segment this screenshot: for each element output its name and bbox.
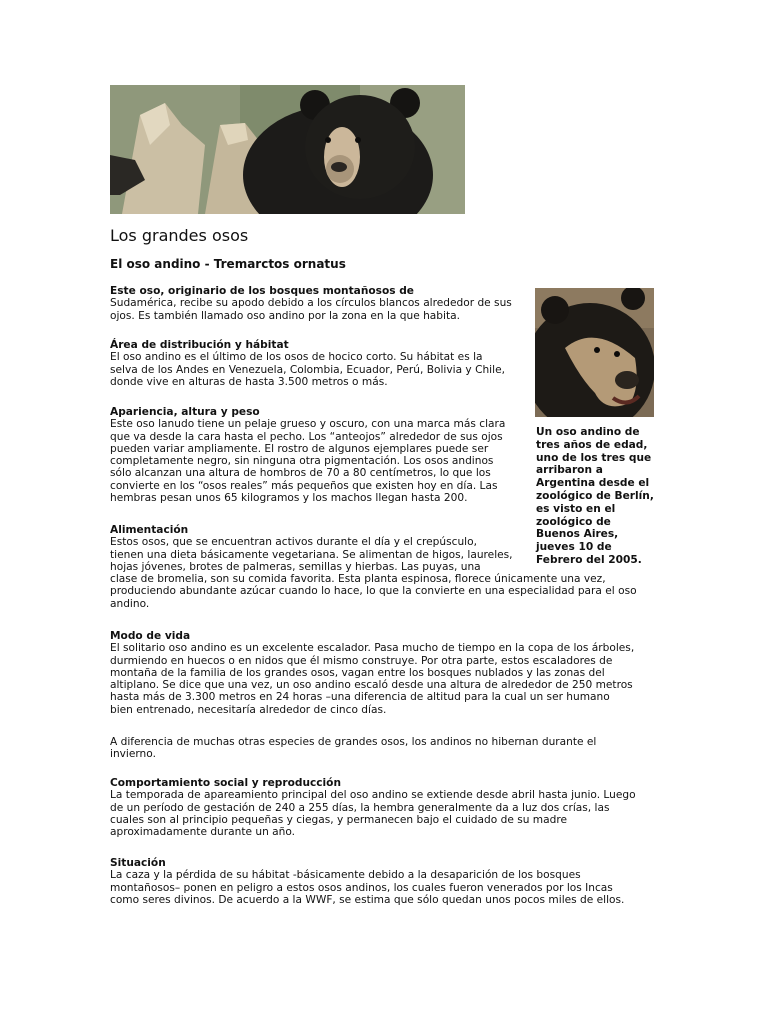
text-line: selva de los Andes en Venezuela, Colombia, Ecuador, Perú, Bolivia y Chile, xyxy=(110,363,505,376)
text-line: Este oso lanudo tiene un pelaje grueso y oscuro, con una marca más clara xyxy=(110,418,506,431)
bear-with-logs-illustration xyxy=(110,85,465,214)
text-line: La temporada de apareamiento principal del oso andino se extiende desde abril hasta junio. Luego xyxy=(110,789,636,802)
section-hibernation xyxy=(110,736,670,761)
page-subtitle: El oso andino - Tremarctos ornatus xyxy=(110,257,346,271)
text-line: sólo alcanzan una altura de hombros de 70 a 80 centímetros, lo que los xyxy=(110,467,491,480)
section-reproduction xyxy=(110,777,670,838)
section-lifestyle xyxy=(110,630,670,716)
section-feeding xyxy=(110,524,670,610)
text-line: pueden variar ampliamente. El rostro de algunos ejemplares puede ser xyxy=(110,442,489,455)
photo-caption: Un oso andino de tres años de edad, uno de los tres que arribaron a Argentina desde el zoológico de Berlín, es visto en el zoológico de Buenos Aires, jueves 10 de Febrero del 2005. xyxy=(536,426,654,566)
side-photo xyxy=(535,288,654,417)
text-line: de un período de gestación de 240 a 255 días, la hembra generalmente da a luz dos crías, las xyxy=(110,801,610,814)
text-line: tienen una dieta básicamente vegetariana. Se alimentan de higos, laureles, xyxy=(110,548,513,561)
section-habitat xyxy=(110,339,530,388)
text-line: aproximadamente durante un año. xyxy=(110,826,296,839)
text-line: bien entrenado, necesitaría alrededor de cinco días. xyxy=(110,703,387,716)
section-situation xyxy=(110,857,670,906)
text-line: andino. xyxy=(110,597,150,610)
text-line: durmiendo en huecos o en nidos que él mismo construye. Por otra parte, estos escaladores de xyxy=(110,654,613,667)
text-line: altiplano. Se dice que una vez, un oso andino escaló desde una altura de alrededor de 250 metros xyxy=(110,679,633,692)
text-line: hojas jóvenes, brotes de palmeras, semillas y hierbas. Las puyas, una xyxy=(110,560,481,573)
text-line: A diferencia de muchas otras especies de grandes osos, los andinos no hibernan durante el xyxy=(110,736,597,748)
text-line: Sudamérica, recibe su apodo debido a los círculos blancos alrededor de sus xyxy=(110,297,512,310)
text-line: Estos osos, que se encuentran activos durante el día y el crepúsculo, xyxy=(110,536,477,549)
section-heading: Apariencia, altura y peso xyxy=(110,406,260,418)
text-line: que va desde la cara hasta el pecho. Los “anteojos” alrededor de sus ojos xyxy=(110,430,503,443)
section-intro xyxy=(110,285,530,322)
section-heading: Modo de vida xyxy=(110,630,191,642)
text-line: clase de bromelia, son su comida favorita. Esta planta espinosa, florece únicamente una vez, xyxy=(110,573,606,586)
section-heading: Comportamiento social y reproducción xyxy=(110,777,342,789)
header-photo xyxy=(110,85,465,214)
text-line: El oso andino es el último de los osos de hocico corto. Su hábitat es la xyxy=(110,351,483,364)
page-title: Los grandes osos xyxy=(110,226,249,245)
text-line: montañosos– ponen en peligro a estos osos andinos, los cuales fueron venerados por los Incas xyxy=(110,881,613,894)
text-line: invierno. xyxy=(110,748,156,761)
text-line: montaña de la familia de los grandes osos, vagan entre los bosques nublados y las zonas del xyxy=(110,666,605,679)
text-line: donde vive en alturas de hasta 3.500 metros o más. xyxy=(110,375,388,388)
bear-portrait-illustration xyxy=(535,288,654,417)
text-line: hasta más de 3.300 metros en 24 horas –una diferencia de altitud para la cual un ser humano xyxy=(110,691,610,704)
section-heading: Este oso, originario de los bosques montañosos de xyxy=(110,285,414,297)
text-line: La caza y la pérdida de su hábitat -básicamente debido a la desaparición de los bosques xyxy=(110,869,581,882)
section-heading: Área de distribución y hábitat xyxy=(110,339,289,351)
text-line: ojos. Es también llamado oso andino por la zona en la que habita. xyxy=(110,309,460,322)
section-appearance xyxy=(110,406,530,504)
text-line: cuales son al principio pequeñas y ciegas, y permanecen bajo el cuidado de su madre xyxy=(110,813,567,826)
text-line: convierte en los “osos reales” más pequeños que existen hoy en día. Las xyxy=(110,479,498,492)
text-line: como seres divinos. De acuerdo a la WWF, se estima que sólo quedan unos pocos miles de ellos. xyxy=(110,893,625,906)
text-line: El solitario oso andino es un excelente escalador. Pasa mucho de tiempo en la copa de los árboles, xyxy=(110,642,635,655)
text-line: produciendo abundante azúcar cuando lo hace, lo que la convierte en una especialidad para el oso xyxy=(110,585,637,598)
section-heading: Alimentación xyxy=(110,524,189,536)
section-heading: Situación xyxy=(110,857,166,869)
text-line: hembras pesan unos 65 kilogramos y los machos llegan hasta 200. xyxy=(110,492,468,505)
text-line: completamente negro, sin ninguna otra pigmentación. Los osos andinos xyxy=(110,455,494,468)
